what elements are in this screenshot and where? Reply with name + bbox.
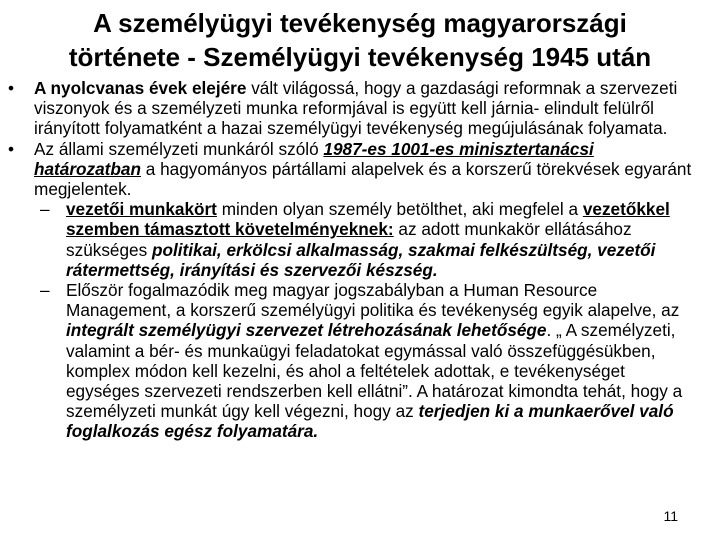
sub-bullet-1-text-a: minden olyan személy betölthet, aki megfelel a <box>216 199 583 220</box>
bullet-2 <box>8 139 698 200</box>
sub-bullet-2 <box>8 280 698 442</box>
slide-title-line-1: A személyügyi tevékenység magyarországi <box>93 8 627 38</box>
sub-bullet-1 <box>8 199 698 280</box>
sub-bullet-2-emphasis-b: terjedjen ki a munkaerővel való foglalkozás egész folyamatára. <box>66 401 674 442</box>
bullet-2-resolution: 1987-es 1001-es minisztertanácsi határozatban <box>34 138 594 179</box>
sub-bullet-2-emphasis-a: integrált személyügyi szervezet létrehozásának lehetősége <box>66 320 547 341</box>
sub-bullet-1-text-b: az adott munkakör ellátásához szükséges <box>66 219 632 260</box>
sub-bullet-1-term: vezetői munkakört <box>66 199 217 220</box>
page-number: 11 <box>663 508 678 524</box>
sub-bullet-1-requirements: vezetőkkel szemben támasztott követelményeknek: <box>66 199 670 240</box>
sub-bullet-1-qualities: politikai, erkölcsi alkalmasság, szakmai felkészültség, vezetői rátermettség, irányítási és szervezői készség. <box>66 239 656 280</box>
bullet-1-emphasis: A nyolcvanas évek elejére <box>34 78 247 98</box>
sub-bullet-2-text-a: Először fogalmazódik meg magyar jogszabályban a Human Resource Management, a korszerű személyügyi politika és tevékenység egyik alapelve, az <box>66 280 680 321</box>
bullet-1 <box>8 78 698 139</box>
bullet-1-text: vált világossá, hogy a gazdasági reformnak a szervezeti viszonyok és a személyzeti munka reformjával is együtt kell járnia- elindult felülről irányított folyamatként a hazai személyügyi tevékenység megújulásának folyamata. <box>34 78 678 139</box>
bullet-2-text-a: Az állami személyzeti munkáról szóló <box>34 138 324 159</box>
sub-bullet-2-text-b: . „ A személyzeti, valamint a bér- és munkaügyi feladatokat egymással való összefüggésükben, komplex módon kell kezelni, és ahol a feltételek adottak, e tevékenységet egységes szervezeti rendszerben kell ellátni”. A határozat kimondta tehát, hogy a személyzeti munkát úgy kell végezni, hogy az <box>66 320 683 422</box>
slide-title <box>20 6 700 74</box>
slide-body <box>8 78 698 442</box>
bullet-2-text-b: a hagyományos pártállami alapelvek és a korszerű törekvések egyaránt megjelentek. <box>34 158 692 200</box>
slide-title-line-2: története - Személyügyi tevékenység 1945 után <box>68 42 652 72</box>
